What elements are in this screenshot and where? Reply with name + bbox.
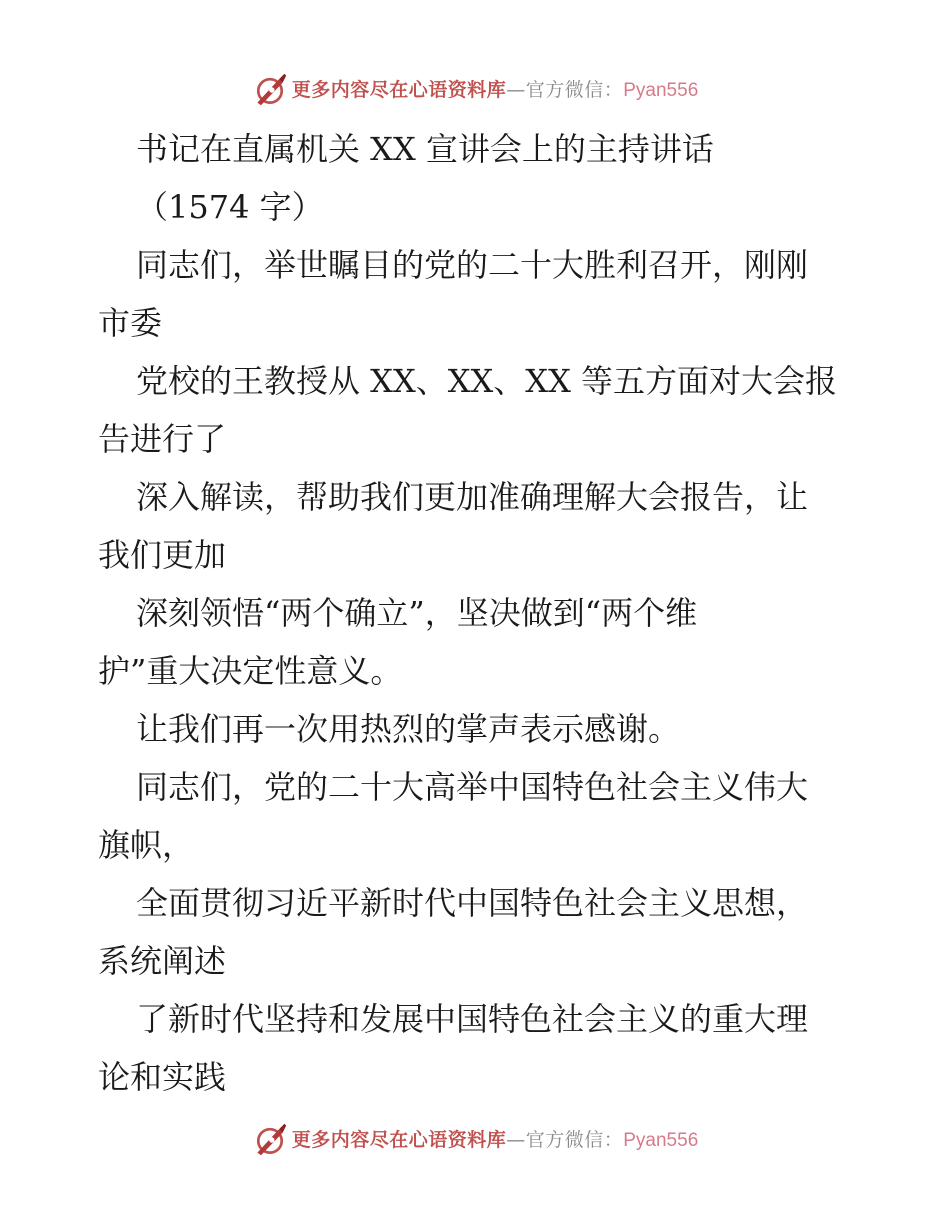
paragraph-line: 全面贯彻习近平新时代中国特色社会主义思想， <box>136 884 809 922</box>
paragraph-line: 深入解读，帮助我们更加准确理解大会报告，让 <box>136 478 809 516</box>
document-title: 书记在直属机关 XX 宣讲会上的主持讲话 <box>136 130 714 168</box>
header-banner-wechat-label: 官方微信： <box>525 78 624 101</box>
paragraph-line: 系统阐述 <box>98 942 227 980</box>
paragraph-line: 让我们再一次用热烈的掌声表示感谢。 <box>136 710 681 748</box>
document-body <box>98 120 858 1106</box>
paragraph-line: 护”重大决定性意义。 <box>98 652 403 690</box>
paragraph-line: 告进行了 <box>98 420 227 458</box>
paragraph-line: 我们更加 <box>98 536 227 574</box>
paragraph-line: 同志们，党的二十大高举中国特色社会主义伟大 <box>136 768 809 806</box>
footer-banner-wechat-label: 官方微信： <box>525 1128 624 1151</box>
header-banner-wechat-id: Pyan556 <box>623 79 699 101</box>
word-count: （1574 字） <box>136 188 324 226</box>
footer-banner-text: 更多内容尽在心语资料库 <box>291 1128 507 1151</box>
paragraph-line: 党校的王教授从 XX、XX、XX 等五方面对大会报 <box>136 362 838 400</box>
footer-watermark-banner <box>0 1120 950 1160</box>
header-watermark-banner <box>0 70 950 110</box>
paragraph-line: 了新时代坚持和发展中国特色社会主义的重大理 <box>136 1000 809 1038</box>
paragraph-line: 论和实践 <box>98 1058 227 1096</box>
pen-logo-icon <box>252 72 288 108</box>
footer-banner-wechat-id: Pyan556 <box>623 1129 699 1151</box>
paragraph-line: 同志们，举世瞩目的党的二十大胜利召开，刚刚 <box>136 246 809 284</box>
header-banner-separator: — <box>506 78 526 101</box>
paragraph-line: 旗帜， <box>98 826 195 864</box>
pen-logo-icon <box>252 1122 288 1158</box>
paragraph-line: 市委 <box>98 304 163 342</box>
header-banner-text: 更多内容尽在心语资料库 <box>291 78 507 101</box>
footer-banner-separator: — <box>506 1128 526 1151</box>
paragraph-line: 深刻领悟“两个确立”，坚决做到“两个维 <box>136 594 698 632</box>
